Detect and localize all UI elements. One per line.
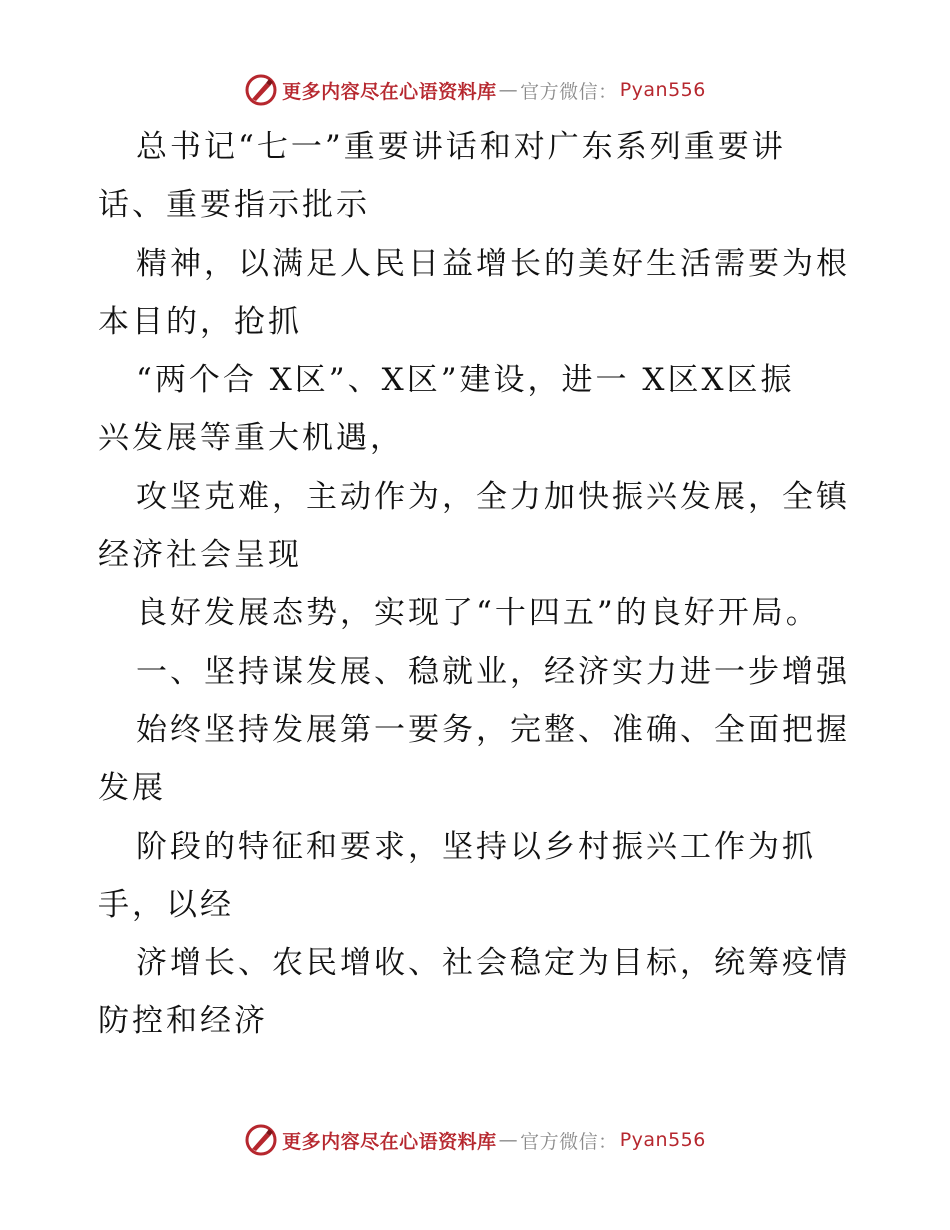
watermark-wechat-id: Pyan556 — [619, 1129, 706, 1151]
text-line: 防控和经济 — [98, 1003, 268, 1040]
watermark-text: 更多内容尽在心语资料库 — [282, 80, 497, 103]
text-line: 精神，以满足人民日益增长的美好生活需要为根 — [136, 245, 850, 282]
pen-logo-icon — [244, 73, 278, 107]
text-line: 发展 — [98, 770, 166, 807]
watermark-dash: — — [498, 79, 519, 101]
pen-logo-icon — [244, 1123, 278, 1157]
text-line: 手，以经 — [98, 886, 234, 923]
watermark-text: 更多内容尽在心语资料库 — [282, 1130, 497, 1153]
text-line: 良好发展态势，实现了“十四五”的良好开局。 — [136, 595, 820, 632]
watermark-wechat-label: 官方微信： — [520, 1130, 618, 1153]
footer-watermark — [0, 1120, 950, 1160]
text-line: 经济社会呈现 — [98, 537, 302, 574]
header-watermark — [0, 70, 950, 110]
text-line: 阶段的特征和要求，坚持以乡村振兴工作为抓 — [136, 828, 816, 865]
text-line: 始终坚持发展第一要务，完整、准确、全面把握 — [136, 711, 850, 748]
watermark-wechat-label: 官方微信： — [520, 80, 618, 103]
text-line: “两个合 X区”、X区”建设，进一 X区X区振 — [136, 362, 795, 399]
document-body — [98, 118, 858, 1051]
text-line: 总书记“七一”重要讲话和对广东系列重要讲 — [136, 129, 786, 165]
watermark-wechat-id: Pyan556 — [619, 79, 706, 101]
section-heading: 一、坚持谋发展、稳就业，经济实力进一步增强 — [136, 653, 850, 690]
text-line: 兴发展等重大机遇， — [98, 420, 404, 457]
text-line: 本目的，抢抓 — [98, 303, 302, 340]
text-line: 济增长、农民增收、社会稳定为目标，统筹疫情 — [136, 945, 850, 982]
text-line: 攻坚克难，主动作为，全力加快振兴发展，全镇 — [136, 478, 850, 515]
text-line: 话、重要指示批示 — [98, 187, 370, 224]
watermark-dash: — — [498, 1129, 519, 1151]
